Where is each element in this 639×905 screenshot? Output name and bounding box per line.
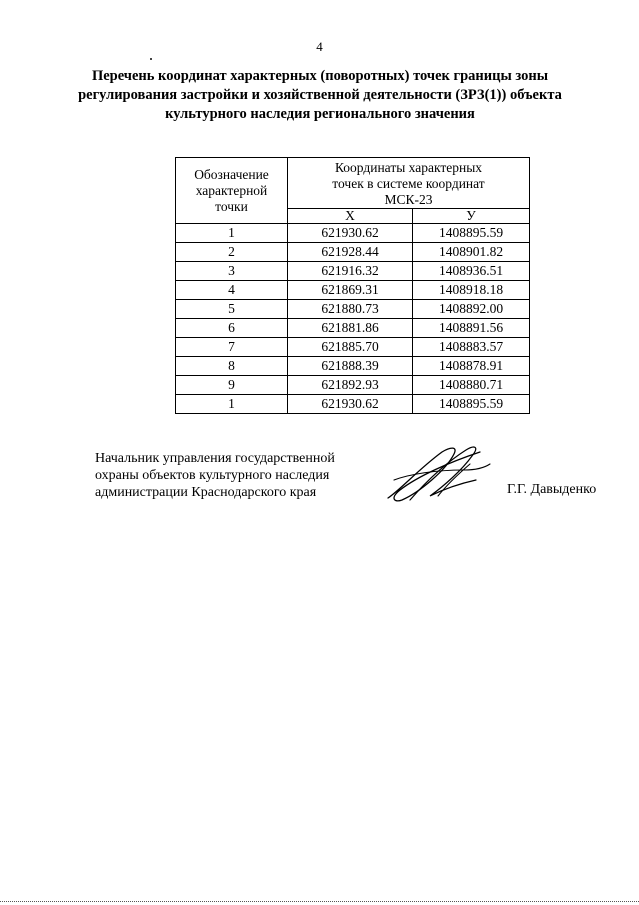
table-body <box>176 224 530 414</box>
table-row <box>176 300 530 319</box>
cell-y: 1408891.56 <box>413 319 530 338</box>
header-text-line: характерной <box>195 182 268 198</box>
cell-y: 1408880.71 <box>413 376 530 395</box>
header-text-line: точек в системе координат <box>332 176 485 191</box>
header-coordinate-system <box>288 158 530 209</box>
cell-x: 621869.31 <box>288 281 413 300</box>
cell-point: 8 <box>176 357 288 376</box>
cell-x: 621888.39 <box>288 357 413 376</box>
table-row <box>176 319 530 338</box>
cell-x: 621930.62 <box>288 395 413 414</box>
header-text-line: Координаты характерных <box>334 160 483 175</box>
document-title <box>60 67 580 124</box>
table-row <box>176 243 530 262</box>
cell-y: 1408918.18 <box>413 281 530 300</box>
cell-point: 7 <box>176 338 288 357</box>
header-x: X <box>288 209 413 224</box>
title-line: Перечень координат характерных (поворотных) точек границы зоны <box>91 68 549 84</box>
header-text-line: Обозначение <box>194 166 269 182</box>
cell-point: 5 <box>176 300 288 319</box>
position-line: охраны объектов культурного наследия <box>95 468 330 483</box>
cell-x: 621928.44 <box>288 243 413 262</box>
table-row <box>176 395 530 414</box>
handwritten-signature <box>380 440 495 510</box>
position-line: Начальник управления государственной <box>95 451 335 466</box>
header-text-line: точки <box>215 198 248 214</box>
cell-point: 1 <box>176 224 288 243</box>
cell-point: 3 <box>176 262 288 281</box>
cell-y: 1408895.59 <box>413 395 530 414</box>
page-edge-line <box>0 901 639 903</box>
title-line: культурного наследия регионального значения <box>165 106 475 122</box>
cell-point: 1 <box>176 395 288 414</box>
coordinates-table <box>175 157 530 414</box>
cell-x: 621916.32 <box>288 262 413 281</box>
header-point-designation <box>176 158 288 224</box>
cell-y: 1408878.91 <box>413 357 530 376</box>
cell-point: 4 <box>176 281 288 300</box>
table-row <box>176 338 530 357</box>
cell-y: 1408901.82 <box>413 243 530 262</box>
signatory-position <box>95 450 335 501</box>
cell-y: 1408883.57 <box>413 338 530 357</box>
table-row <box>176 224 530 243</box>
cell-point: 9 <box>176 376 288 395</box>
page-number: 4 <box>316 39 323 54</box>
cell-x: 621930.62 <box>288 224 413 243</box>
cell-x: 621880.73 <box>288 300 413 319</box>
cell-x: 621885.70 <box>288 338 413 357</box>
table-row <box>176 357 530 376</box>
cell-y: 1408936.51 <box>413 262 530 281</box>
cell-x: 621892.93 <box>288 376 413 395</box>
cell-point: 2 <box>176 243 288 262</box>
signatory-name: Г.Г. Давыденко <box>507 482 597 497</box>
table-row <box>176 281 530 300</box>
header-text-line: МСК-23 <box>384 192 433 207</box>
cell-y: 1408892.00 <box>413 300 530 319</box>
position-line: администрации Краснодарского края <box>95 485 317 500</box>
table-row <box>176 262 530 281</box>
table-row <box>176 376 530 395</box>
scan-speck <box>150 58 152 60</box>
title-line: регулирования застройки и хозяйственной деятельности (ЗРЗ(1)) объекта <box>78 87 562 103</box>
cell-y: 1408895.59 <box>413 224 530 243</box>
cell-x: 621881.86 <box>288 319 413 338</box>
cell-point: 6 <box>176 319 288 338</box>
header-y: У <box>413 209 530 224</box>
